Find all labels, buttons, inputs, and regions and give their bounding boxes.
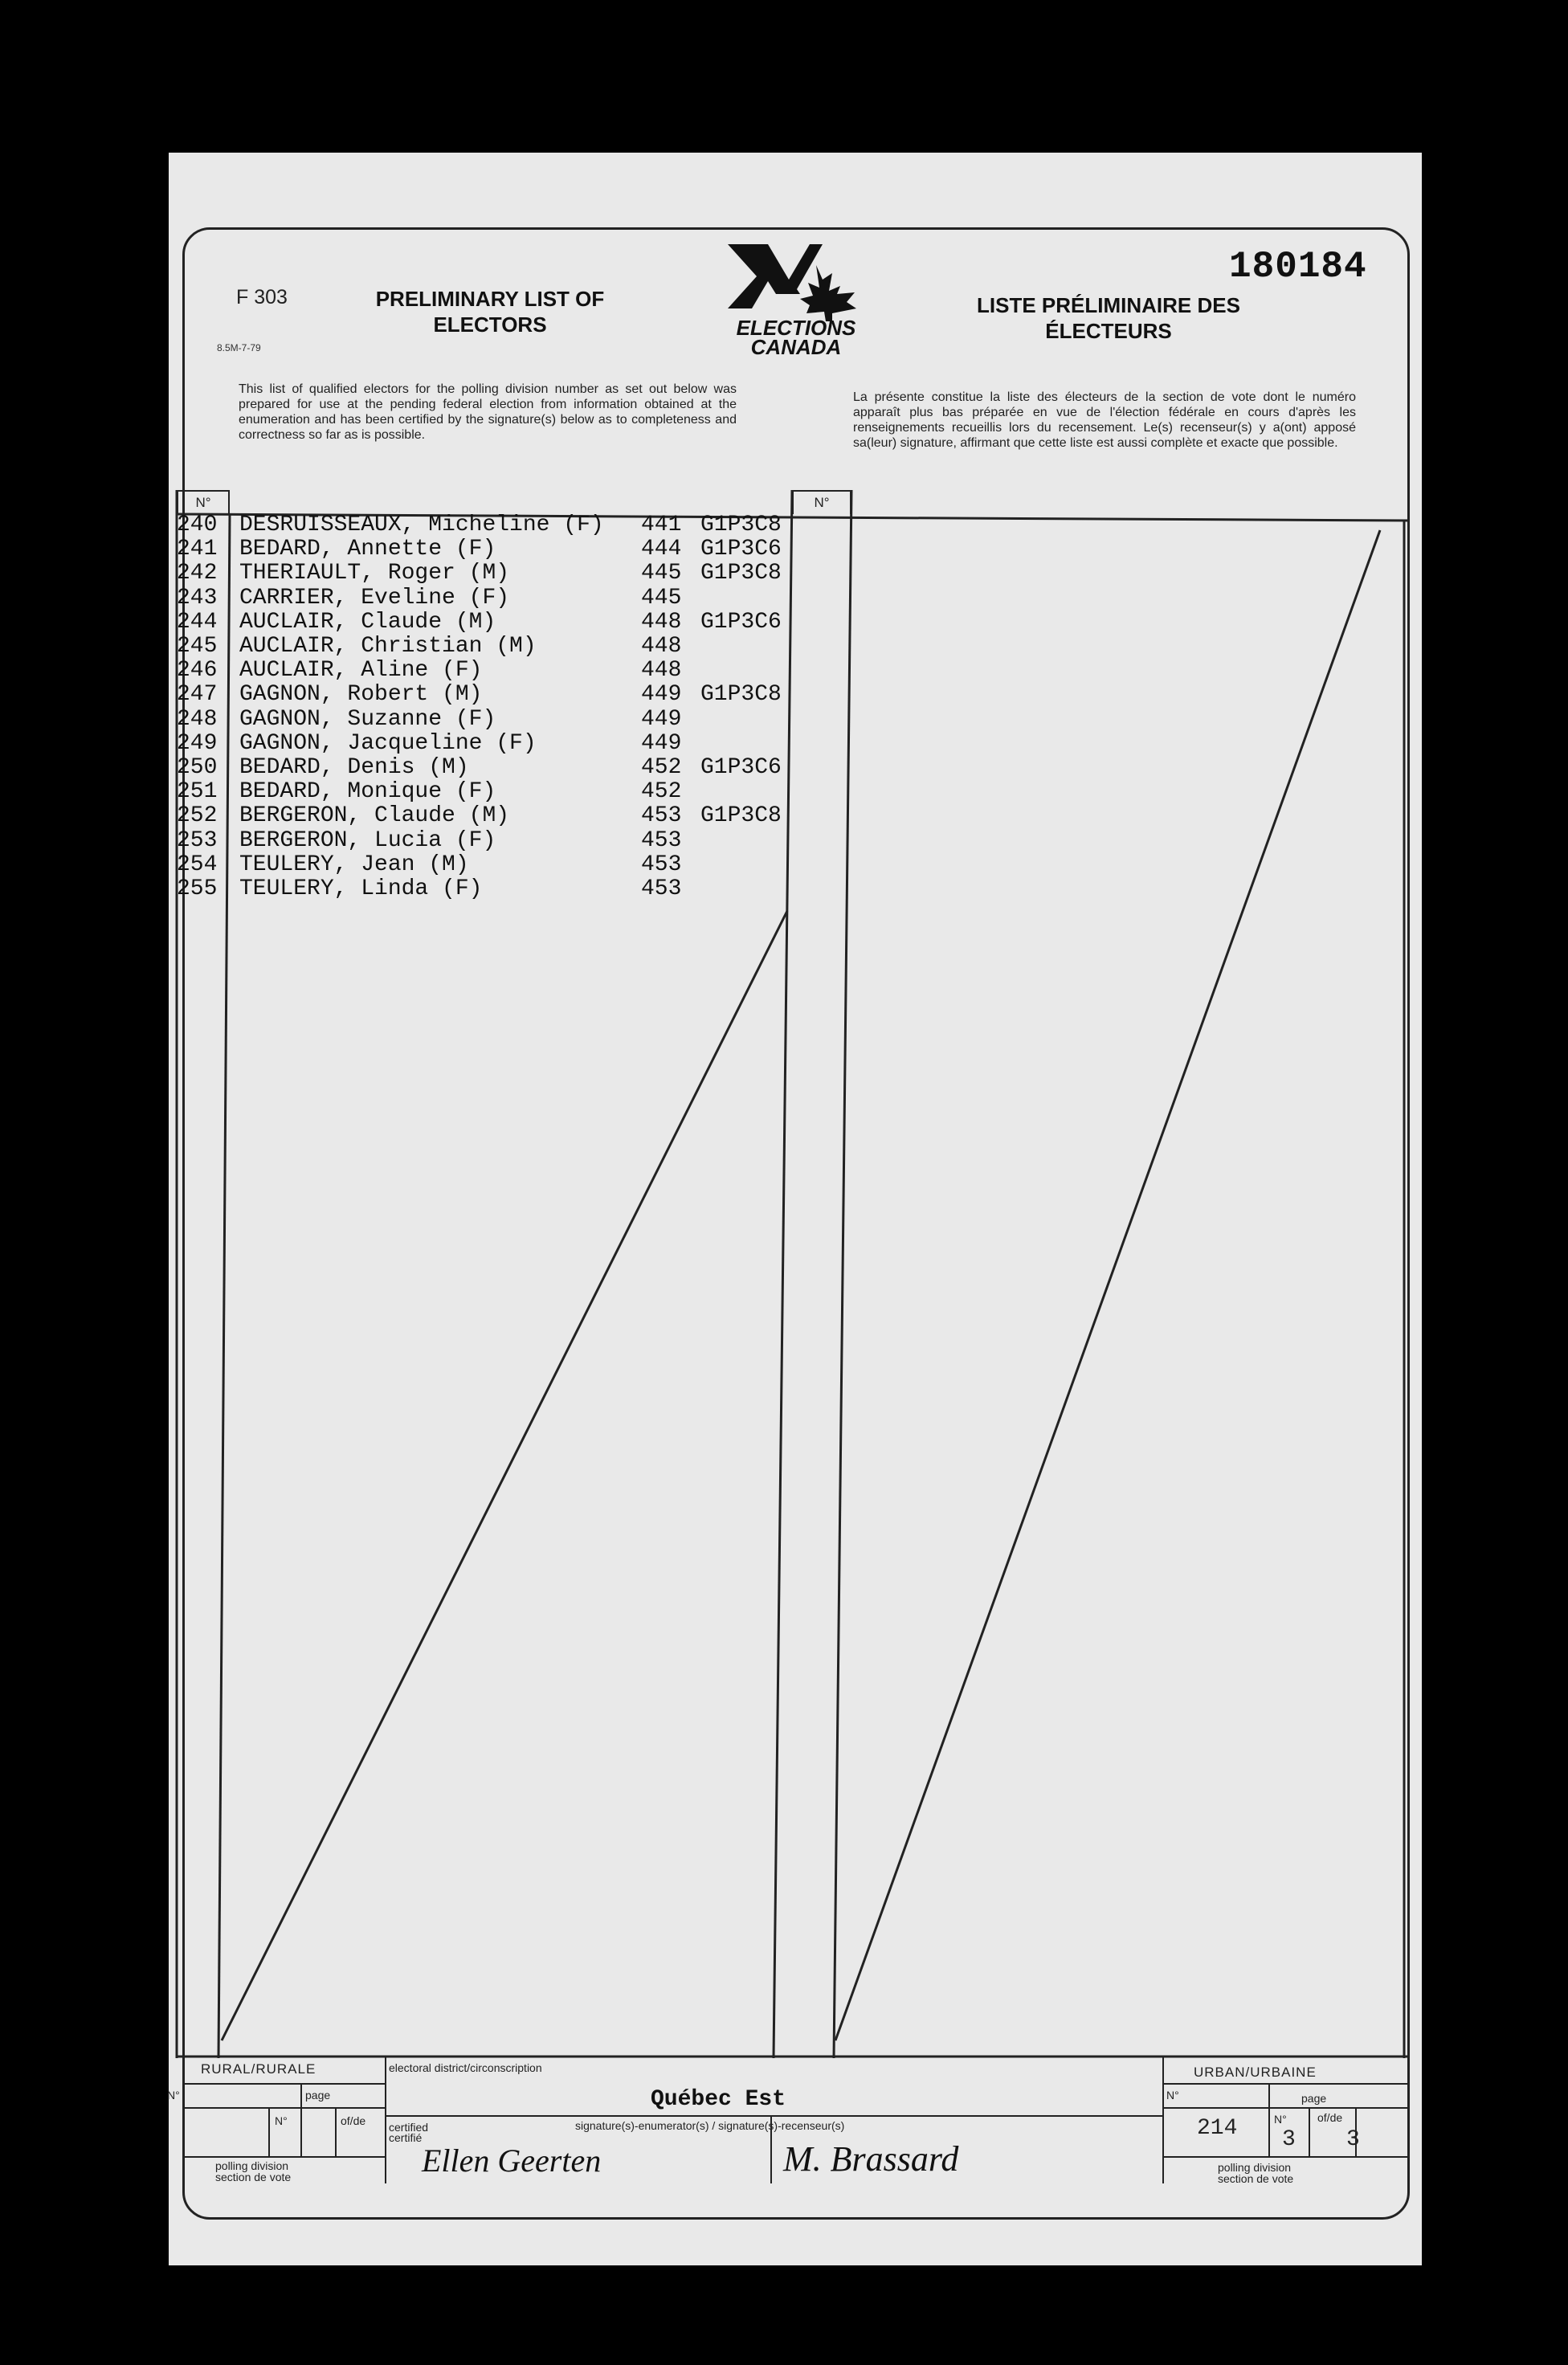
elector-number: 241 xyxy=(177,537,218,562)
elector-address-number: 453 xyxy=(641,827,682,853)
elector-name: BEDARD, Denis (M) xyxy=(239,755,469,780)
elector-name: GAGNON, Jacqueline (F) xyxy=(239,730,537,756)
logo-line-1: ELECTIONS xyxy=(736,316,856,340)
signatures-label: signature(s)-enumerator(s) / signature(s)-recenseur(s) xyxy=(575,2119,845,2132)
elector-postal-code: G1P3C6 xyxy=(700,537,782,562)
elector-name: TEULERY, Jean (M) xyxy=(239,852,469,877)
elector-address-number: 445 xyxy=(641,561,682,586)
elector-name: GAGNON, Suzanne (F) xyxy=(239,706,496,732)
elector-name: GAGNON, Robert (M) xyxy=(239,682,483,708)
elector-address-number: 441 xyxy=(641,513,682,537)
elector-address-number: 452 xyxy=(641,755,682,780)
elector-number: 246 xyxy=(177,658,218,684)
rural-of-label: of/de xyxy=(341,2114,366,2127)
elector-address-number: 448 xyxy=(641,634,682,659)
elector-postal-code: G1P3C8 xyxy=(700,682,782,708)
elector-number: 240 xyxy=(177,513,218,537)
elector-address-number: 449 xyxy=(641,706,682,732)
elector-number: 245 xyxy=(177,634,218,659)
rural-polling-label-1: polling division xyxy=(215,2159,289,2172)
elector-postal-code: G1P3C8 xyxy=(700,513,782,537)
elector-number: 253 xyxy=(177,827,218,853)
urban-page-no-label: N° xyxy=(1274,2113,1287,2126)
form-date-code: 8.5M-7-79 xyxy=(217,342,261,353)
elector-postal-code: G1P3C8 xyxy=(700,561,782,586)
urban-polling-label-1: polling division xyxy=(1218,2161,1292,2174)
elector-address-number: 453 xyxy=(641,876,682,901)
rural-polling-label-2: section de vote xyxy=(215,2171,292,2183)
elector-number: 249 xyxy=(177,730,218,756)
elector-name: BERGERON, Lucia (F) xyxy=(239,827,496,853)
elector-name: TEULERY, Linda (F) xyxy=(239,876,483,901)
urban-polling-label-2: section de vote xyxy=(1218,2172,1294,2185)
signature-enumerator-1: Ellen Geerten xyxy=(422,2142,602,2179)
form-number: F 303 xyxy=(236,286,288,308)
urban-of-label: of/de xyxy=(1317,2111,1343,2124)
elector-number: 247 xyxy=(177,682,218,708)
elector-address-number: 452 xyxy=(641,779,682,805)
urban-no-label: N° xyxy=(1166,2089,1179,2102)
rural-no-label: N° xyxy=(167,2089,180,2102)
column-header-no-right: N° xyxy=(792,490,851,514)
elector-number: 252 xyxy=(177,803,218,829)
elector-name: AUCLAIR, Aline (F) xyxy=(239,658,483,684)
rural-page-label: page xyxy=(305,2089,331,2102)
elector-number: 255 xyxy=(177,876,218,901)
elector-postal-code: G1P3C6 xyxy=(700,755,782,780)
district-value: Québec Est xyxy=(651,2087,786,2112)
elector-name: BERGERON, Claude (M) xyxy=(239,803,510,829)
rural-label: RURAL/RURALE xyxy=(201,2061,316,2077)
elector-name: BEDARD, Annette (F) xyxy=(239,537,496,562)
elector-number: 244 xyxy=(177,609,218,635)
elector-name: DESRUISSEAUX, Micheline (F) xyxy=(239,513,604,537)
certified-label-en: certified xyxy=(389,2121,429,2134)
certified-label-fr: certifié xyxy=(389,2131,423,2144)
elector-address-number: 449 xyxy=(641,682,682,708)
elector-address-number: 444 xyxy=(641,537,682,562)
urban-label: URBAN/URBAINE xyxy=(1194,2065,1317,2080)
elector-number: 250 xyxy=(177,755,218,780)
cancel-line-left xyxy=(222,911,787,2040)
title-french: LISTE PRÉLIMINAIRE DES ÉLECTEURS xyxy=(977,293,1240,343)
signature-enumerator-2: M. Brassard xyxy=(783,2139,959,2179)
elector-name: CARRIER, Eveline (F) xyxy=(239,585,510,611)
elector-name: BEDARD, Monique (F) xyxy=(239,779,496,805)
elector-postal-code: G1P3C6 xyxy=(700,609,782,635)
column-header-no-left: N° xyxy=(177,490,230,514)
elector-address-number: 453 xyxy=(641,803,682,829)
urban-polling-number: 214 xyxy=(1197,2116,1238,2141)
elector-name: AUCLAIR, Christian (M) xyxy=(239,634,537,659)
intro-english: This list of qualified electors for the polling division number as set out below was prepared for use at the pending federal election from information obtained at the enumeration and has been certified by the signature(s) below as to completeness and correctness so far as is possible. xyxy=(239,382,737,442)
elector-number: 254 xyxy=(177,852,218,877)
elector-address-number: 448 xyxy=(641,658,682,684)
urban-page-label: page xyxy=(1301,2092,1327,2105)
urban-page-number: 3 xyxy=(1282,2127,1296,2152)
district-label: electoral district/circonscription xyxy=(389,2061,542,2074)
title-english: PRELIMINARY LIST OF ELECTORS xyxy=(375,287,605,337)
elector-address-number: 445 xyxy=(641,585,682,611)
serial-number: 180184 xyxy=(1229,246,1367,288)
elector-address-number: 453 xyxy=(641,852,682,877)
intro-french: La présente constitue la liste des électeurs de la section de vote dont le numéro apparaît plus bas préparée en vue de l'élection fédérale en cours d'après les renseignements recueillis lors du recensement. Le(s) recenseur(s) y a(ont) apposé sa(leur) signature, affirmant que cette liste est aussi complète et exacte que possible. xyxy=(853,390,1356,450)
elector-address-number: 448 xyxy=(641,609,682,635)
elector-postal-code: G1P3C8 xyxy=(700,803,782,829)
elector-number: 242 xyxy=(177,561,218,586)
elector-number: 248 xyxy=(177,706,218,732)
right-number-column-rule xyxy=(834,490,851,2058)
elector-number: 251 xyxy=(177,779,218,805)
urban-page-total: 3 xyxy=(1346,2127,1360,2152)
elector-name: AUCLAIR, Claude (M) xyxy=(239,609,496,635)
logo-line-2: CANADA xyxy=(750,335,842,359)
cancel-line-right xyxy=(835,530,1380,2040)
elector-name: THERIAULT, Roger (M) xyxy=(239,561,510,586)
elector-address-number: 449 xyxy=(641,730,682,756)
rural-page-no-label: N° xyxy=(275,2114,288,2127)
elector-number: 243 xyxy=(177,585,218,611)
